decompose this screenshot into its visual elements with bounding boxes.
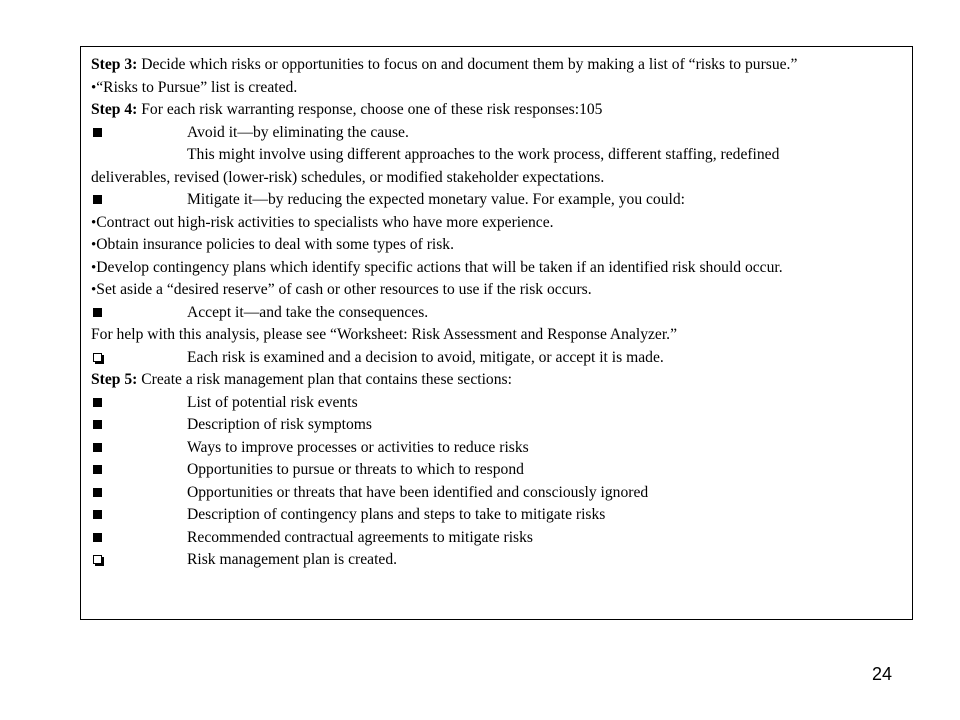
response-accept — [91, 302, 902, 325]
step5-paragraph — [91, 369, 902, 392]
response-avoid — [91, 122, 902, 145]
plan-section-item — [91, 504, 902, 527]
step4-label: Step 4: — [91, 101, 138, 118]
step3-paragraph — [91, 54, 902, 77]
plan-section-text: Ways to improve processes or activities to reduce risks — [187, 438, 529, 456]
mitigate-text: Mitigate it—by reducing the expected monetary value. For example, you could: — [187, 191, 685, 208]
step3-result — [91, 77, 902, 100]
step4-result-text: Each risk is examined and a decision to avoid, mitigate, or accept it is made. — [187, 348, 664, 366]
mitigate-item — [91, 279, 902, 302]
step3-result-text: “Risks to Pursue” list is created. — [96, 78, 298, 96]
plan-section-item — [91, 437, 902, 460]
step3-label: Step 3: — [91, 56, 138, 73]
avoid-detail-first-line: This might involve using different approaches to the work process, different staffing, redefined — [187, 146, 780, 163]
bullet-dot-icon: • — [91, 237, 97, 253]
mitigate-item-text: Develop contingency plans which identify specific actions that will be taken if an identified risk should occur. — [96, 258, 783, 276]
content-box — [80, 46, 913, 620]
square-bullet-icon — [93, 533, 102, 542]
step5-label: Step 5: — [91, 371, 138, 388]
page-number: 24 — [872, 664, 893, 684]
square-bullet-icon — [93, 308, 102, 317]
mitigate-item-text: Obtain insurance policies to deal with some types of risk. — [96, 236, 454, 253]
step3-text: Decide which risks or opportunities to focus on and document them by making a list of “risks to pursue.” — [137, 56, 798, 73]
mitigate-item — [91, 212, 902, 235]
mitigate-item — [91, 234, 902, 257]
square-bullet-icon — [93, 128, 102, 137]
checkbox-bullet-icon — [93, 353, 102, 362]
plan-section-text: Opportunities or threats that have been identified and consciously ignored — [187, 483, 649, 501]
step4-paragraph — [91, 99, 902, 122]
step5-result-text: Risk management plan is created. — [187, 551, 398, 568]
mitigate-item-text: Contract out high-risk activities to specialists who have more experience. — [96, 213, 554, 231]
square-bullet-icon — [93, 195, 102, 204]
plan-section-item — [91, 392, 902, 415]
plan-section-text: List of potential risk events — [187, 393, 358, 411]
square-bullet-icon — [93, 488, 102, 497]
avoid-text: Avoid it—by eliminating the cause. — [187, 123, 409, 141]
help-text: For help with this analysis, please see “Worksheet: Risk Assessment and Response Analyzer.” — [91, 326, 678, 343]
accept-text: Accept it—and take the consequences. — [187, 303, 429, 321]
avoid-detail-rest: deliverables, revised (lower-risk) schedules, or modified stakeholder expectations. — [91, 168, 605, 186]
plan-section-text: Description of risk symptoms — [187, 416, 372, 433]
bullet-dot-icon: • — [91, 214, 97, 231]
step5-text: Create a risk management plan that contains these sections: — [137, 371, 512, 388]
step4-result — [91, 347, 902, 370]
checkbox-bullet-icon — [93, 555, 102, 564]
plan-section-item — [91, 527, 902, 550]
mitigate-item — [91, 257, 902, 280]
response-mitigate — [91, 189, 902, 212]
plan-section-text: Recommended contractual agreements to mitigate risks — [187, 528, 533, 546]
mitigate-item-text: Set aside a “desired reserve” of cash or other resources to use if the risk occurs. — [96, 281, 592, 298]
plan-section-item — [91, 482, 902, 505]
bullet-dot-icon: • — [91, 282, 97, 298]
square-bullet-icon — [93, 465, 102, 474]
avoid-detail — [91, 144, 902, 189]
step5-result — [91, 549, 902, 572]
plan-section-text: Description of contingency plans and steps to take to mitigate risks — [187, 506, 606, 523]
bullet-dot-icon: • — [91, 79, 97, 96]
square-bullet-icon — [93, 398, 102, 407]
square-bullet-icon — [93, 443, 102, 452]
step4-text: For each risk warranting response, choose one of these risk responses:105 — [137, 101, 603, 118]
square-bullet-icon — [93, 420, 102, 429]
plan-section-item — [91, 459, 902, 482]
plan-section-item — [91, 414, 902, 437]
square-bullet-icon — [93, 510, 102, 519]
bullet-dot-icon: • — [91, 259, 97, 276]
plan-section-text: Opportunities to pursue or threats to which to respond — [187, 461, 524, 478]
